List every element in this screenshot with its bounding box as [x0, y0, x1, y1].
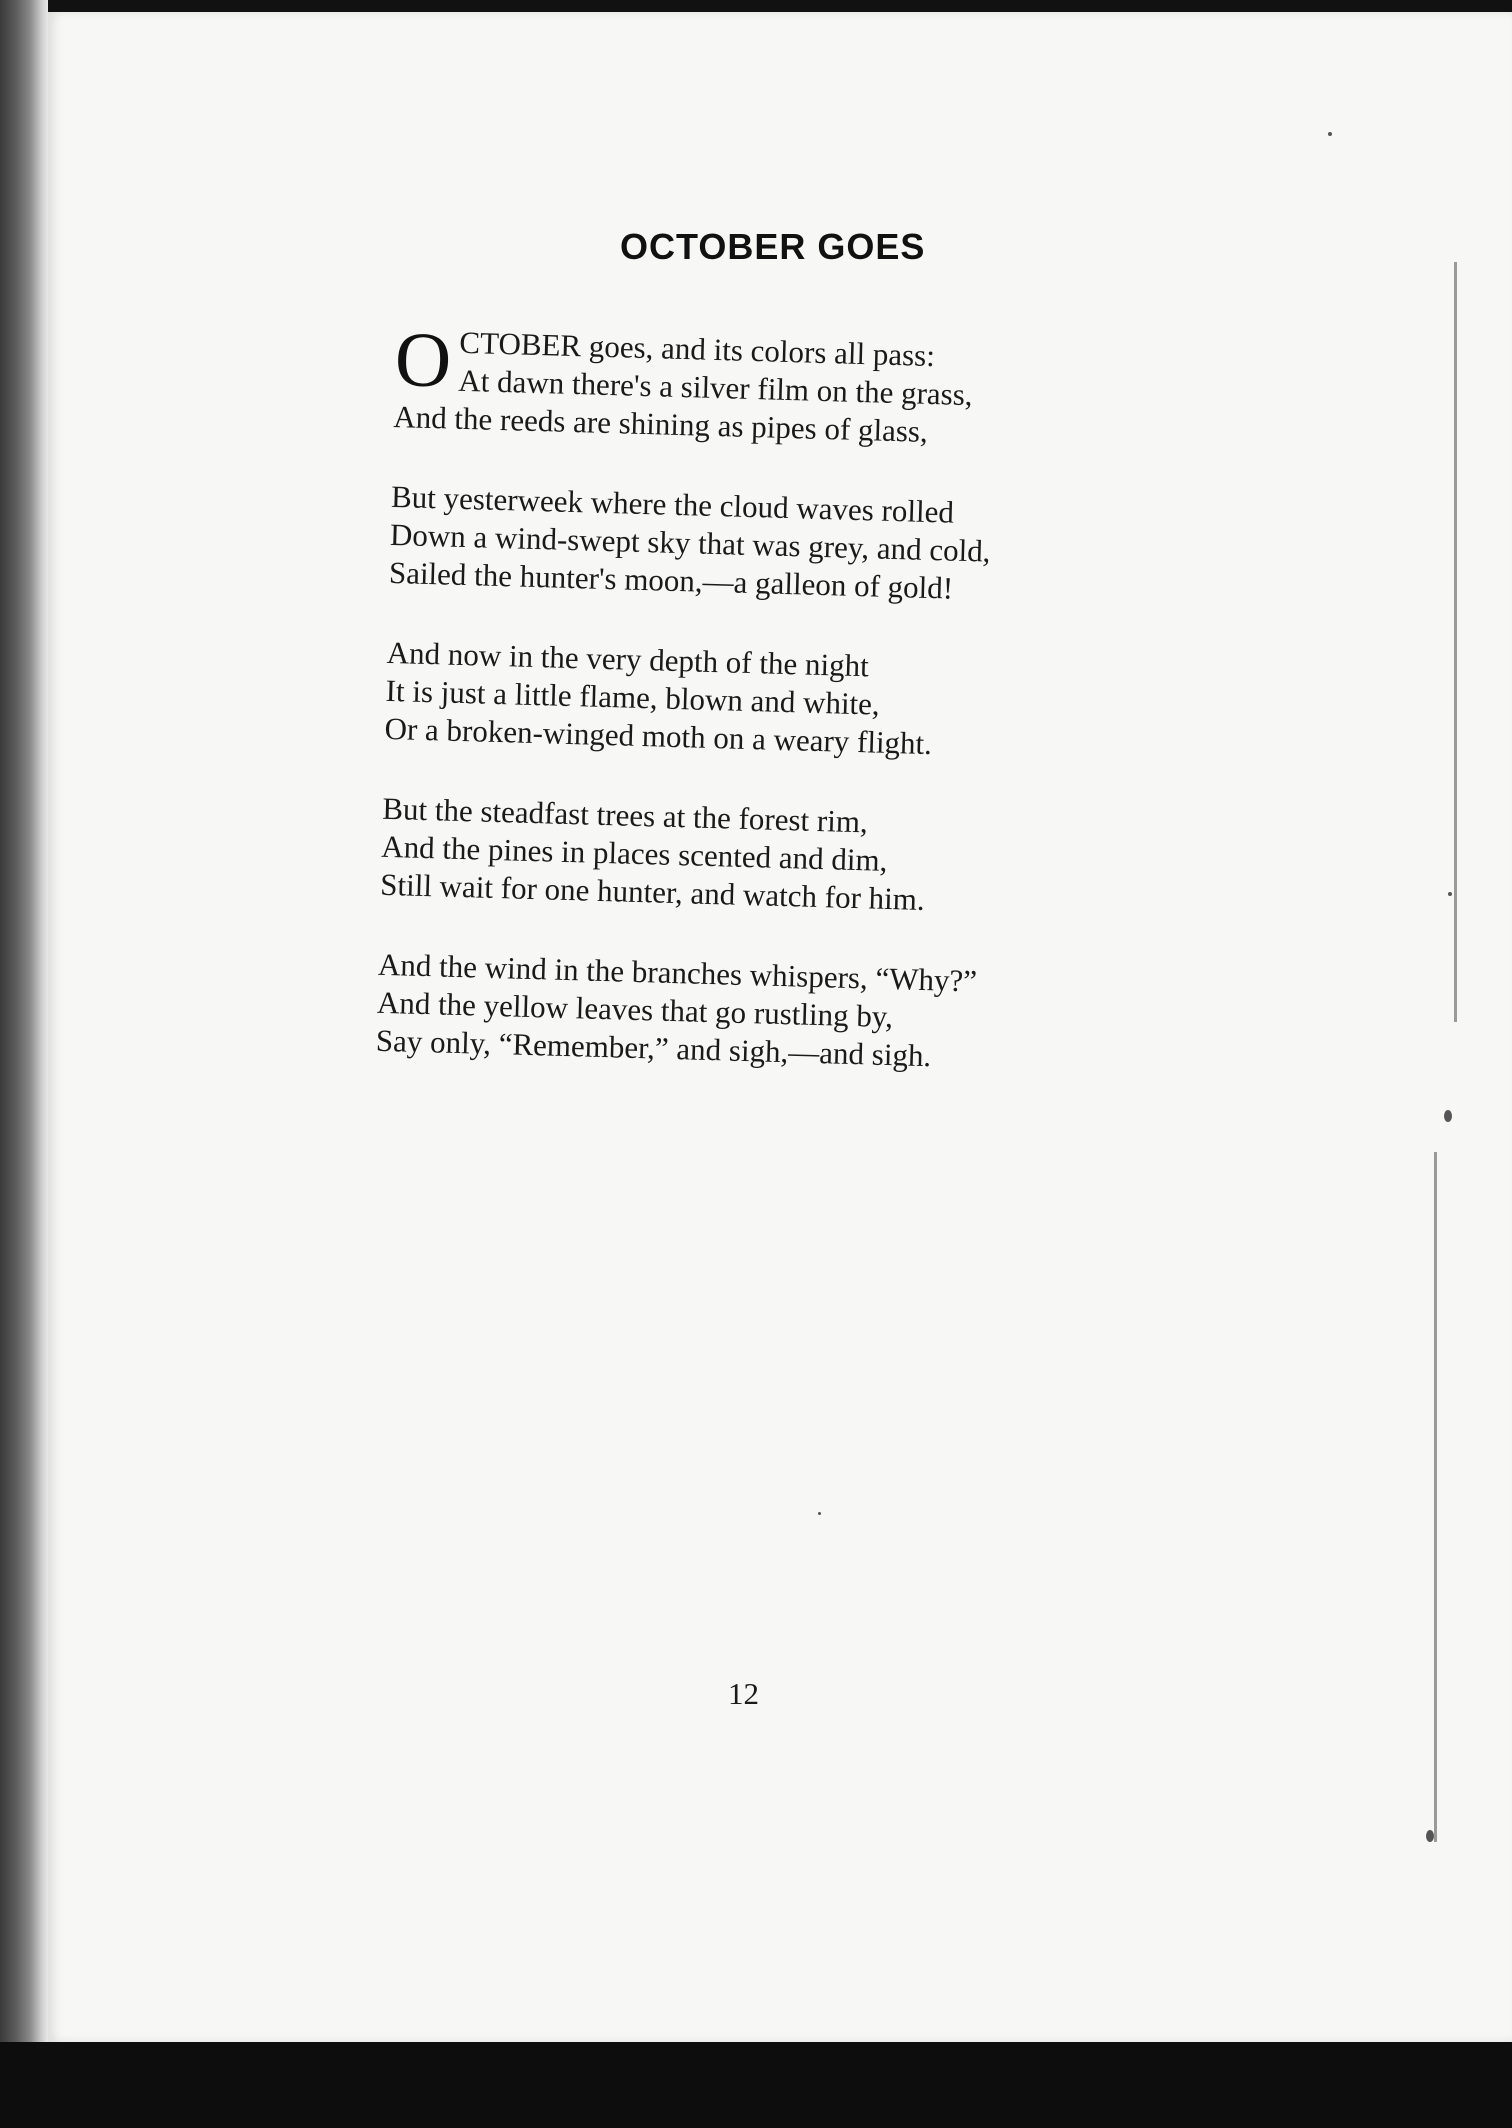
poem-line: And now in the very depth of the night: [386, 634, 870, 684]
poem-line: It is just a little flame, blown and white,: [385, 672, 881, 722]
poem-line: At dawn there's a silver film on the grass,: [457, 362, 974, 413]
page-edge-mark: [1434, 1152, 1437, 1842]
poem-line: And the yellow leaves that go rustling by,: [376, 984, 894, 1035]
stanza: [388, 478, 1191, 614]
poem-line: Sailed the hunter's moon,—a galleon of gold!: [388, 554, 954, 606]
page-edge-mark: [1454, 262, 1457, 1022]
poem-line: But the steadfast trees at the forest rim,: [381, 790, 869, 840]
poem-line: Down a wind-swept sky that was grey, and cold,: [389, 516, 991, 569]
poem-line: And the reeds are shining as pipes of glass,: [392, 398, 929, 449]
poem-line: Still wait for one hunter, and watch for him.: [379, 866, 926, 917]
dust-speck: [1448, 892, 1452, 896]
poem-line: And the wind in the branches whispers, “Why?”: [377, 946, 978, 999]
page-number: 12: [728, 1676, 759, 1711]
poem-line: But yesterweek where the cloud waves rolled: [390, 478, 955, 530]
dust-speck: [1444, 1110, 1452, 1122]
dust-speck: [1426, 1830, 1434, 1842]
poem-line: Say only, “Remember,” and sigh,—and sigh.: [375, 1022, 932, 1074]
poem-line: Or a broken-winged moth on a weary flight.: [384, 710, 933, 762]
stanza: [392, 315, 1196, 458]
stanza: [375, 946, 1178, 1082]
dust-speck: [818, 1512, 821, 1515]
poem-line: And the pines in places scented and dim,: [380, 828, 888, 878]
book-spine-edge: [0, 0, 48, 2128]
stanza: [380, 790, 1183, 926]
poem-body: [374, 315, 1195, 1124]
poem-title: OCTOBER GOES: [620, 226, 926, 267]
poem-line-text: CTOBER goes, and its colors all pass:: [458, 324, 936, 374]
stanza: [384, 634, 1187, 770]
drop-cap: O: [393, 315, 453, 404]
dust-speck: [1328, 132, 1332, 136]
scan-bottom-border: [0, 2042, 1512, 2128]
